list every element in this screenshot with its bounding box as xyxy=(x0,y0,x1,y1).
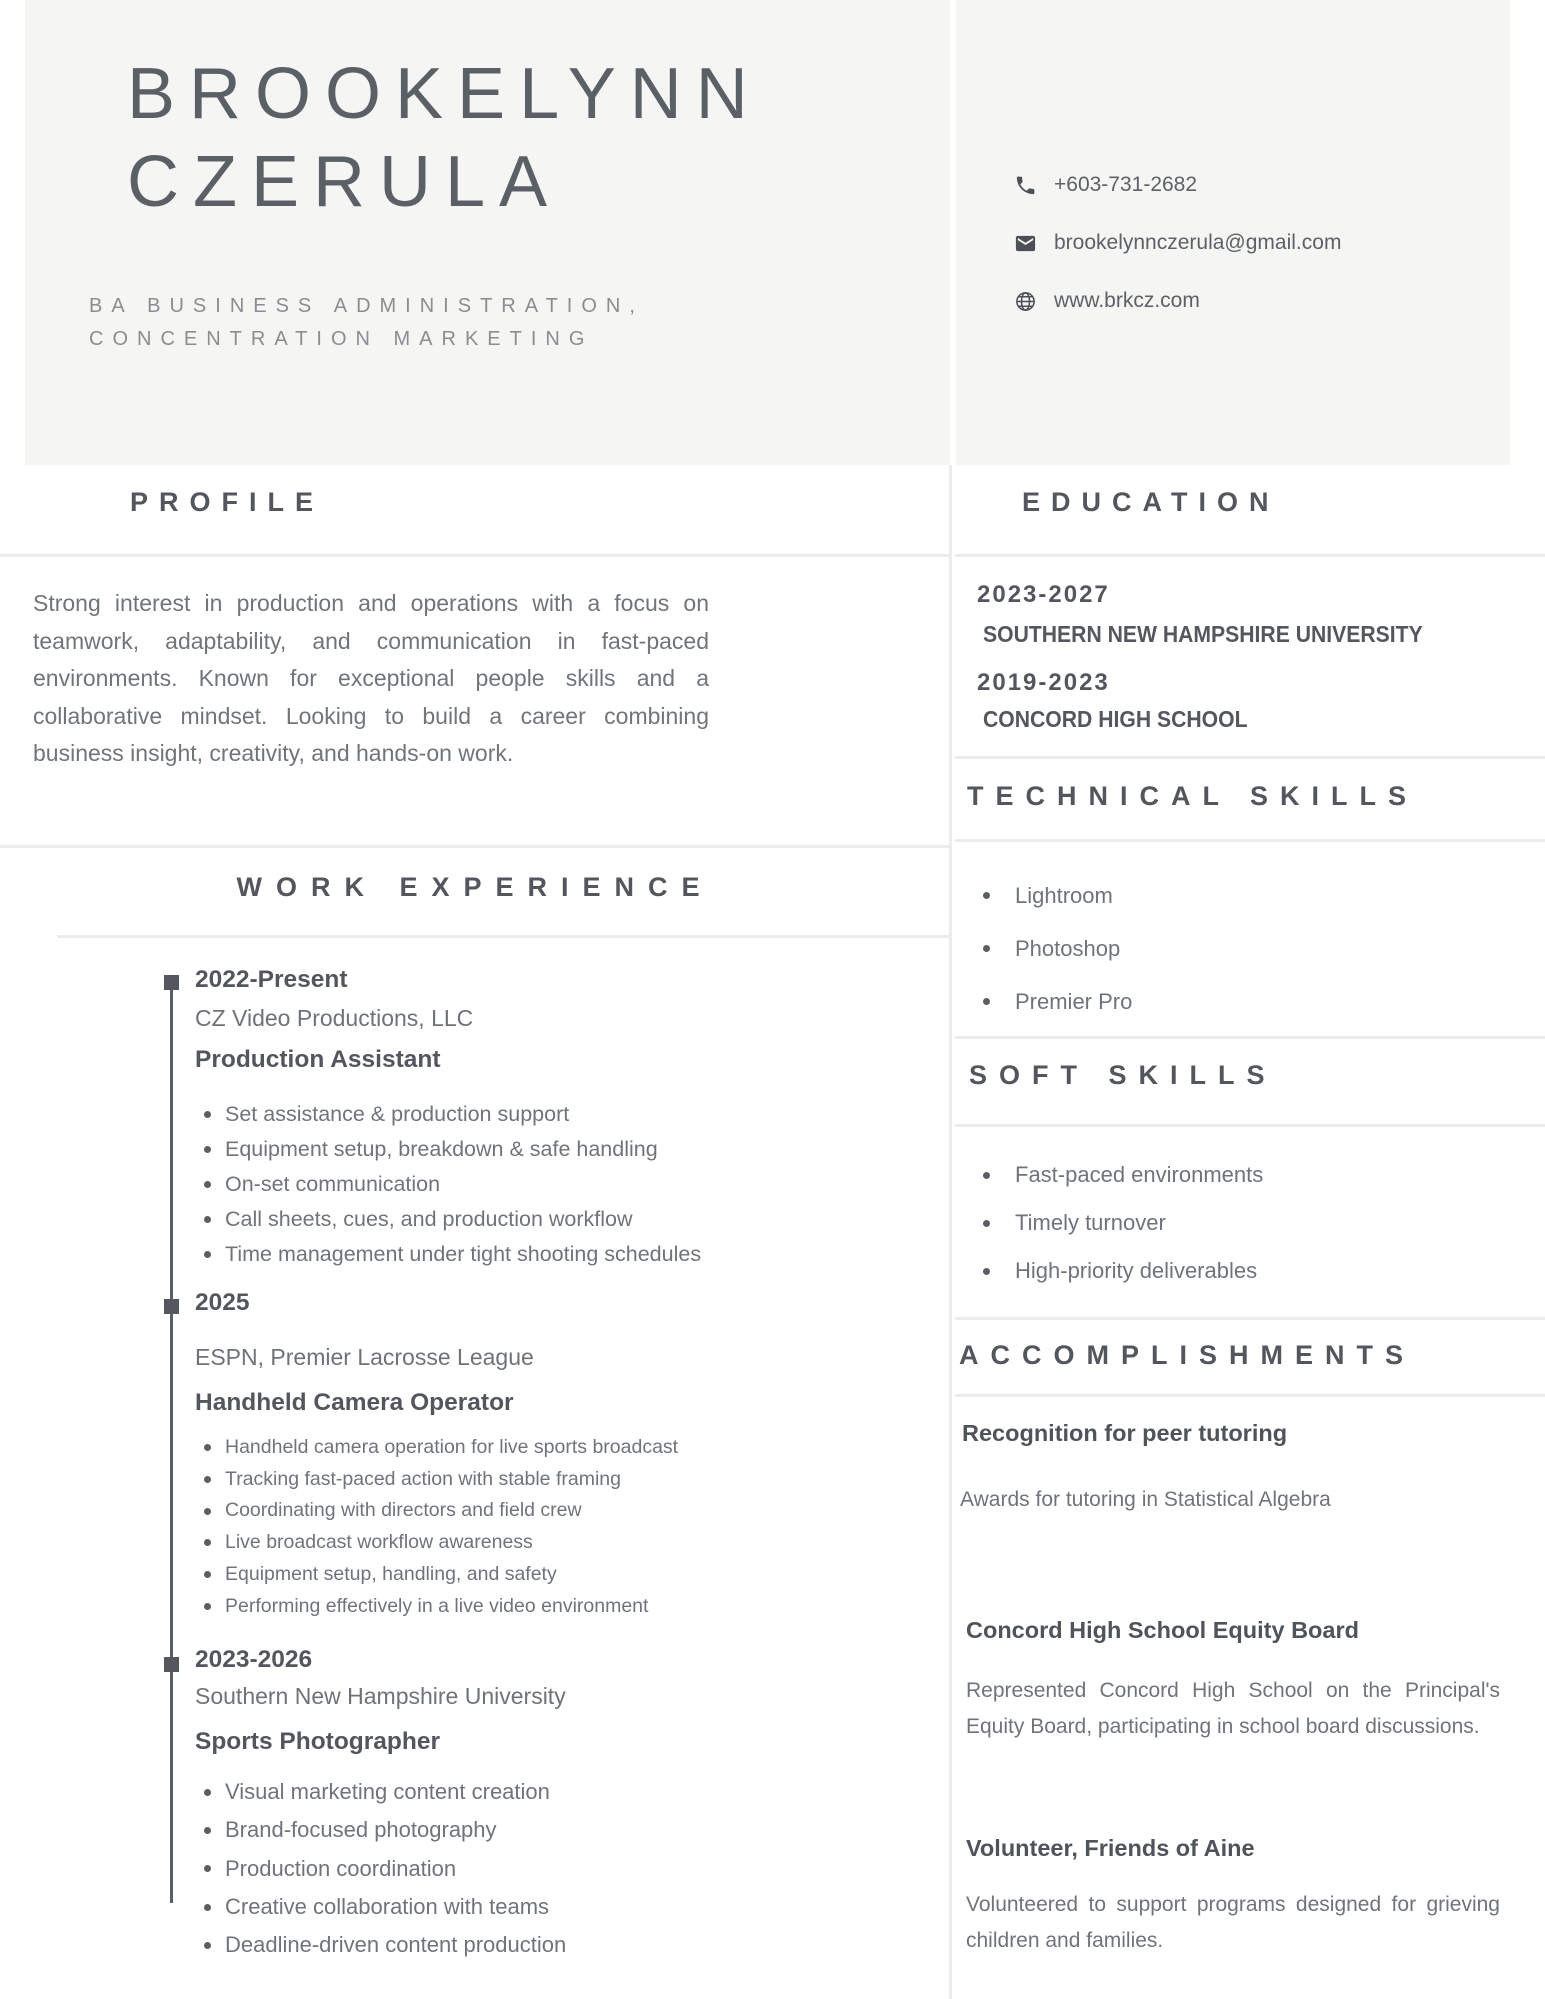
work-bullet: Performing effectively in a live video environment xyxy=(195,1591,755,1623)
envelope-icon xyxy=(1014,232,1037,255)
accomplishment-title: Recognition for peer tutoring xyxy=(962,1420,1288,1446)
divider xyxy=(57,935,950,938)
education-period: 2019-2023 xyxy=(977,669,1110,696)
work-entry-bullets xyxy=(195,1432,755,1622)
education-heading: EDUCATION xyxy=(1022,487,1280,517)
work-entry-role: Handheld Camera Operator xyxy=(195,1389,514,1416)
work-bullet: Production coordination xyxy=(195,1850,755,1888)
work-entry xyxy=(195,1288,755,1622)
contact-phone[interactable]: +603-731-2682 xyxy=(1054,173,1198,196)
soft-skill: Timely turnover xyxy=(983,1199,1503,1247)
accomplishment-title: Concord High School Equity Board xyxy=(966,1617,1359,1643)
tagline-line-2: CONCENTRATION MARKETING xyxy=(89,328,594,350)
accomplishment-description: Awards for tutoring in Statistical Algebra xyxy=(960,1488,1331,1511)
contact-email[interactable]: brookelynnczerula@gmail.com xyxy=(1054,231,1342,254)
work-bullet: Time management under tight shooting schedules xyxy=(195,1237,755,1272)
technical-skill: Lightroom xyxy=(983,869,1503,922)
soft-skill: High-priority deliverables xyxy=(983,1247,1503,1295)
contact-website-row xyxy=(1014,272,1341,330)
tagline-line-1: BA BUSINESS ADMINISTRATION, xyxy=(89,295,644,317)
work-bullet: Equipment setup, breakdown & safe handling xyxy=(195,1132,755,1167)
person-last-name: CZERULA xyxy=(127,142,562,222)
work-entry-organization: ESPN, Premier Lacrosse League xyxy=(195,1344,534,1370)
work-entry-role: Production Assistant xyxy=(195,1046,441,1073)
header-right-panel xyxy=(956,0,1510,465)
work-entry-bullets xyxy=(195,1097,755,1272)
timeline-marker xyxy=(164,1299,179,1314)
work-bullet: Brand-focused photography xyxy=(195,1811,755,1849)
accomplishment-description: Volunteered to support programs designed for grieving children and families. xyxy=(966,1893,1500,1952)
timeline-marker xyxy=(164,975,179,990)
technical-skills-list xyxy=(983,869,1503,1028)
work-bullet: Deadline-driven content production xyxy=(195,1926,755,1964)
work-entry-bullets xyxy=(195,1773,755,1964)
work-bullet: Tracking fast-paced action with stable framing xyxy=(195,1464,755,1496)
contact-phone-row xyxy=(1014,156,1341,214)
technical-skills-heading: TECHNICAL SKILLS xyxy=(967,781,1419,811)
education-list xyxy=(977,580,1517,733)
divider xyxy=(955,839,1545,842)
timeline-marker xyxy=(164,1657,179,1672)
work-entry xyxy=(195,1645,755,1964)
work-entry-period: 2025 xyxy=(195,1289,250,1316)
work-bullet: Handheld camera operation for live sports broadcast xyxy=(195,1432,755,1464)
work-bullet: Call sheets, cues, and production workflow xyxy=(195,1202,755,1237)
work-entry-period: 2022-Present xyxy=(195,966,348,993)
divider xyxy=(0,845,950,848)
divider xyxy=(955,554,1545,557)
soft-skills-list xyxy=(983,1151,1503,1295)
work-entry-organization: Southern New Hampshire University xyxy=(195,1683,566,1709)
profile-text: Strong interest in production and operations with a focus on teamwork, adaptability, and communication in fast-paced environments. Known for exceptional people skills and a collaborative mindset. Looking to build a career combining business insight, creativity, and hands-on work. xyxy=(33,590,709,766)
education-period: 2023-2027 xyxy=(977,581,1110,608)
work-entry-organization: CZ Video Productions, LLC xyxy=(195,1005,474,1031)
globe-icon xyxy=(1014,290,1037,313)
column-divider xyxy=(949,465,952,1999)
soft-skill: Fast-paced environments xyxy=(983,1151,1503,1199)
accomplishments-heading: ACCOMPLISHMENTS xyxy=(959,1340,1415,1370)
person-name xyxy=(127,50,762,226)
work-bullet: Live broadcast workflow awareness xyxy=(195,1527,755,1559)
work-entry-period: 2023-2026 xyxy=(195,1646,313,1673)
phone-icon xyxy=(1014,174,1037,197)
divider xyxy=(955,1394,1545,1397)
person-first-name: BROOKELYNN xyxy=(127,54,762,134)
education-school: CONCORD HIGH SCHOOL xyxy=(983,706,1248,732)
work-bullet: Visual marketing content creation xyxy=(195,1773,755,1811)
work-bullet: Coordinating with directors and field crew xyxy=(195,1495,755,1527)
work-bullet: Equipment setup, handling, and safety xyxy=(195,1559,755,1591)
divider xyxy=(955,756,1545,759)
profile-heading: PROFILE xyxy=(130,487,325,517)
timeline-line xyxy=(170,987,173,1903)
accomplishment-description: Represented Concord High School on the Principal's Equity Board, participating in school board discussions. xyxy=(966,1679,1500,1738)
soft-skills-heading: SOFT SKILLS xyxy=(969,1060,1277,1090)
contact-email-row xyxy=(1014,214,1341,272)
technical-skill: Photoshop xyxy=(983,922,1503,975)
divider xyxy=(955,1036,1545,1039)
work-bullet: Set assistance & production support xyxy=(195,1097,755,1132)
divider xyxy=(0,554,950,557)
header-left-panel xyxy=(25,0,950,465)
work-entry-role: Sports Photographer xyxy=(195,1728,441,1755)
education-school: SOUTHERN NEW HAMPSHIRE UNIVERSITY xyxy=(983,621,1423,647)
accomplishment-title: Volunteer, Friends of Aine xyxy=(966,1835,1255,1861)
divider xyxy=(955,1317,1545,1320)
person-tagline xyxy=(89,290,644,356)
work-experience-heading: WORK EXPERIENCE xyxy=(236,872,714,902)
divider xyxy=(955,1124,1545,1127)
contact-info xyxy=(1014,156,1341,330)
work-entry xyxy=(195,965,755,1272)
work-bullet: On-set communication xyxy=(195,1167,755,1202)
contact-website[interactable]: www.brkcz.com xyxy=(1054,289,1200,312)
technical-skill: Premier Pro xyxy=(983,975,1503,1028)
work-bullet: Creative collaboration with teams xyxy=(195,1888,755,1926)
